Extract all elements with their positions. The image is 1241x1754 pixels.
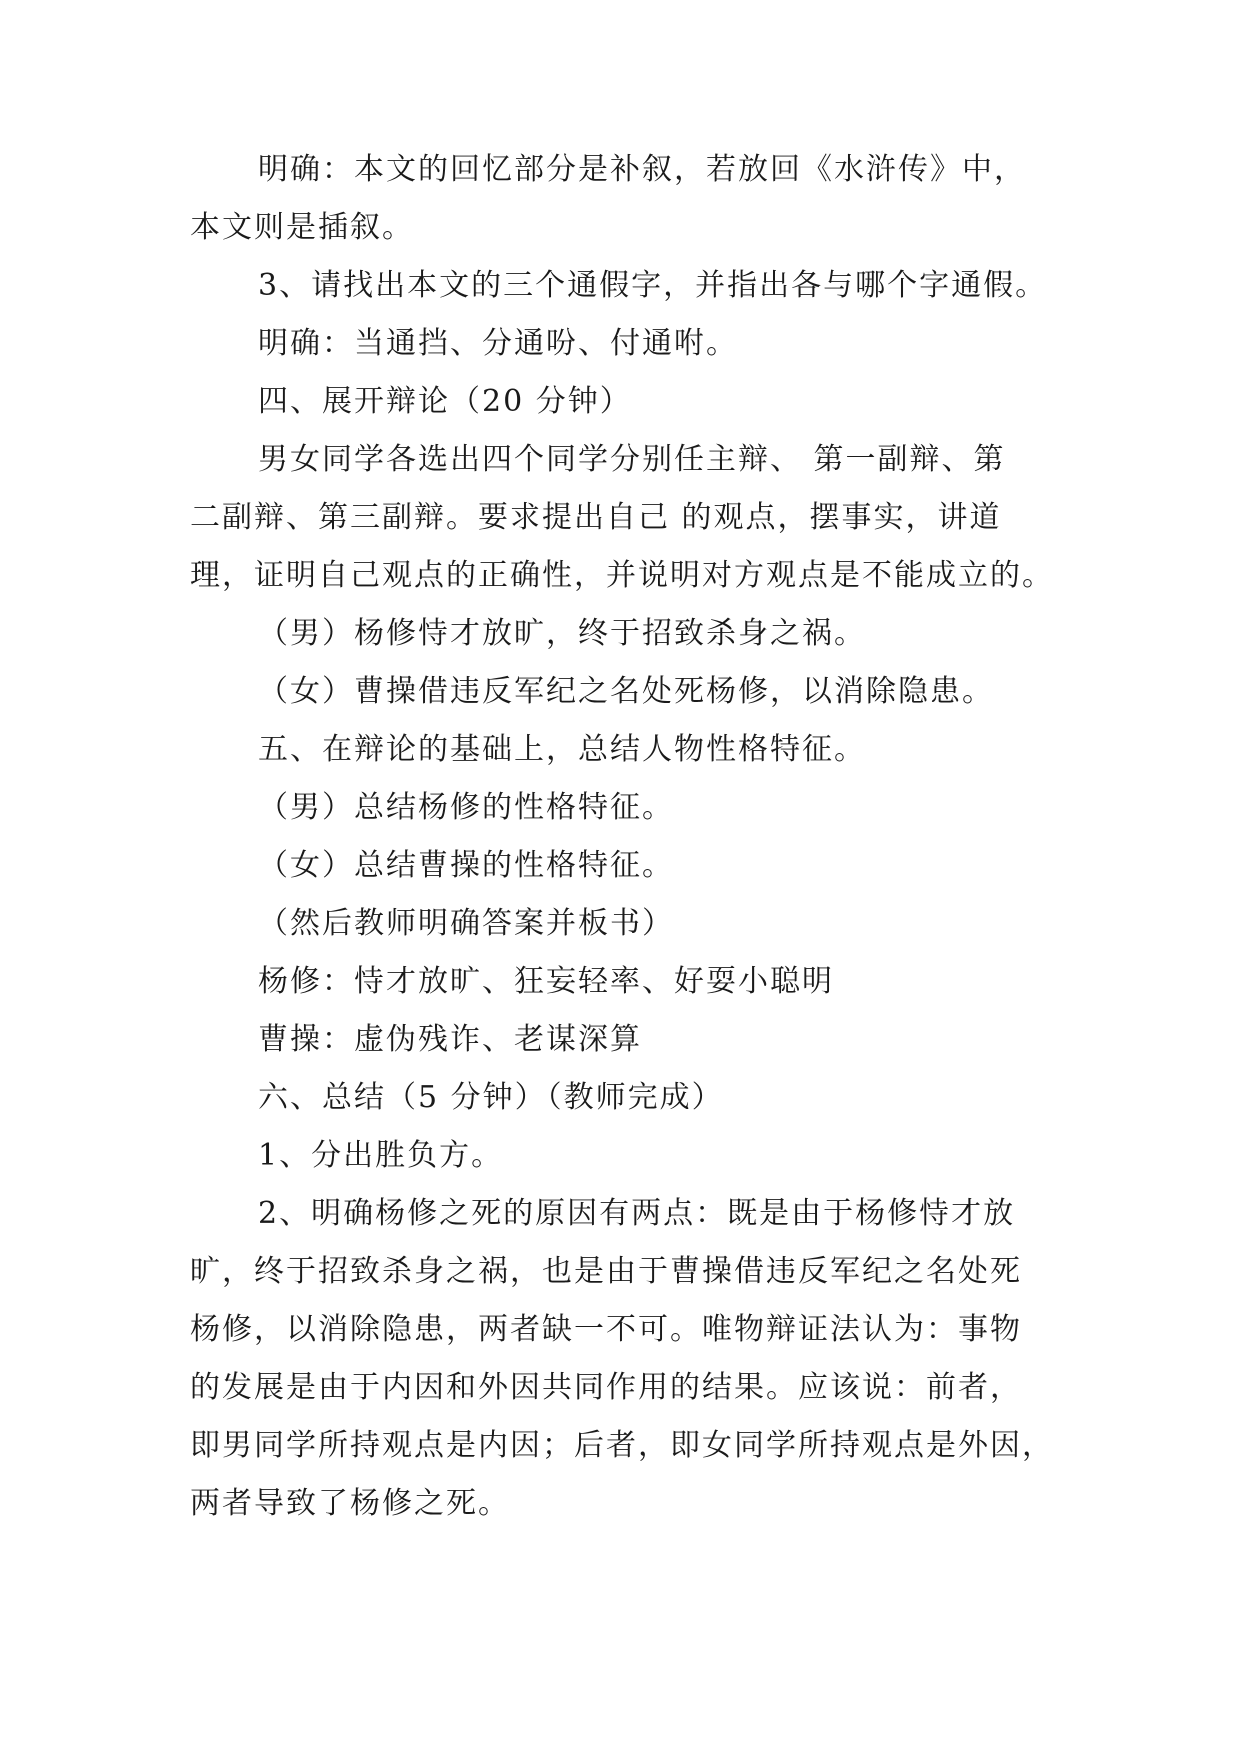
paragraph-line: 旷，终于招致杀身之祸，也是由于曹操借违反军纪之名处死	[190, 1254, 1022, 1289]
paragraph-line: 二副辩、第三副辩。要求提出自己 的观点，摆事实，讲道	[190, 500, 1002, 535]
section-heading: 四、展开辩论（20 分钟）	[258, 384, 632, 419]
paragraph-line: 杨修，以消除隐患，两者缺一不可。唯物辩证法认为：事物	[190, 1312, 1022, 1347]
paragraph-line: 明确：本文的回忆部分是补叙，若放回《水浒传》中，	[258, 152, 1026, 187]
paragraph-line: 即男同学所持观点是内因；后者，即女同学所持观点是外因，	[190, 1428, 1054, 1463]
paragraph-line: 本文则是插叙。	[190, 210, 414, 245]
paragraph-line: 1、分出胜负方。	[258, 1138, 504, 1173]
paragraph-line: 两者导致了杨修之死。	[190, 1486, 510, 1521]
paragraph-line: （女）曹操借违反军纪之名处死杨修，以消除隐患。	[258, 674, 994, 709]
paragraph-line: 明确：当通挡、分通吩、付通咐。	[258, 326, 738, 361]
section-heading: 六、总结（5 分钟）（教师完成）	[258, 1080, 724, 1115]
paragraph-line: （男）总结杨修的性格特征。	[258, 790, 674, 825]
paragraph-line: 3、请找出本文的三个通假字，并指出各与哪个字通假。	[258, 268, 1048, 303]
paragraph-line: 2、明确杨修之死的原因有两点：既是由于杨修恃才放	[258, 1196, 1016, 1231]
paragraph-line: 男女同学各选出四个同学分别任主辩、 第一副辩、第	[258, 442, 1006, 477]
paragraph-line: 理，证明自己观点的正确性，并说明对方观点是不能成立的。	[190, 558, 1054, 593]
paragraph-line: （然后教师明确答案并板书）	[258, 906, 674, 941]
paragraph-line: 杨修：恃才放旷、狂妄轻率、好耍小聪明	[258, 964, 834, 999]
paragraph-line: 的发展是由于内因和外因共同作用的结果。应该说：前者，	[190, 1370, 1022, 1405]
paragraph-line: （男）杨修恃才放旷，终于招致杀身之祸。	[258, 616, 866, 651]
section-heading: 五、在辩论的基础上，总结人物性格特征。	[258, 732, 866, 767]
paragraph-line: （女）总结曹操的性格特征。	[258, 848, 674, 883]
paragraph-line: 曹操：虚伪残诈、老谋深算	[258, 1022, 642, 1057]
